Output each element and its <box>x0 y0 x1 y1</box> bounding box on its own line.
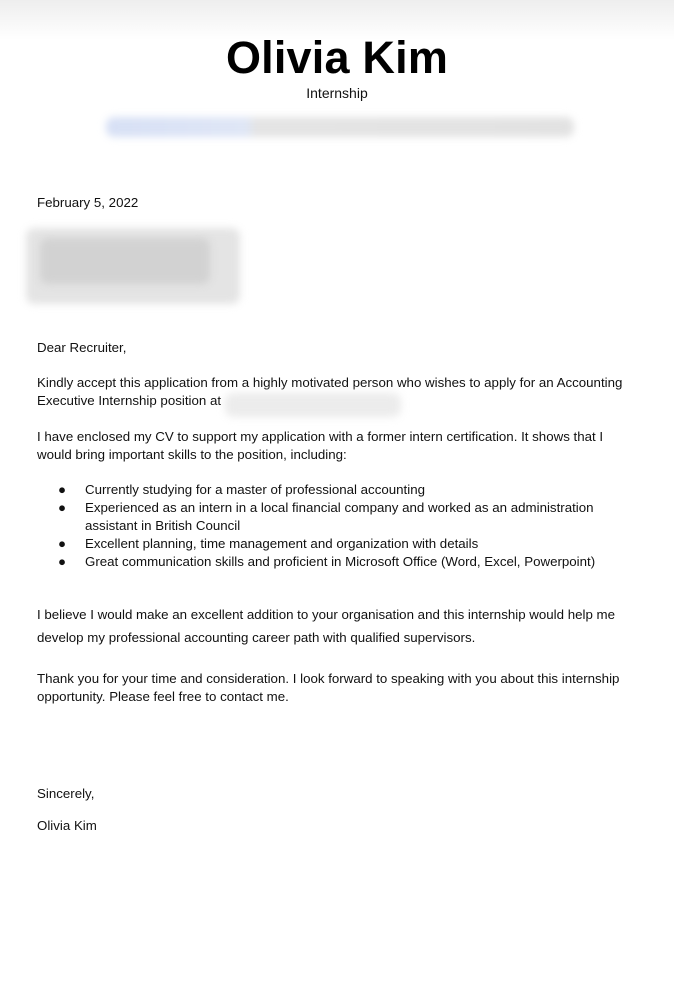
list-item <box>58 481 638 499</box>
skill-text: Great communication skills and proficient in Microsoft Office (Word, Excel, Powerpoint) <box>85 554 596 569</box>
paragraph-intro: Kindly accept this application from a highly motivated person who wishes to apply for an Accounting Executive Internship position at <box>37 375 623 408</box>
list-item <box>58 535 638 553</box>
redacted-contact-info <box>106 117 574 137</box>
closing: Sincerely, <box>37 786 95 801</box>
applicant-name: Olivia Kim <box>225 32 449 83</box>
bullet-icon: ● <box>58 482 67 497</box>
skill-text: Currently studying for a master of professional accounting <box>85 482 425 497</box>
bullet-icon: ● <box>58 554 67 569</box>
redacted-company-name <box>225 393 401 417</box>
signature-name: Olivia Kim <box>37 818 97 833</box>
redacted-recipient-address-text <box>40 238 210 284</box>
salutation: Dear Recruiter, <box>37 340 127 355</box>
bullet-icon: ● <box>58 536 67 551</box>
skills-list <box>58 481 638 571</box>
position-subtitle: Internship <box>306 85 368 101</box>
list-item <box>58 499 638 535</box>
bullet-icon: ● <box>58 500 67 515</box>
skill-text: Experienced as an intern in a local financial company and worked as an administration assistant in British Council <box>85 500 594 533</box>
list-item <box>58 553 638 571</box>
paragraph-thanks: Thank you for your time and consideration. I look forward to speaking with you about this internship opportunity. Please feel free to contact me. <box>37 671 620 704</box>
paragraph-addition: I believe I would make an excellent addition to your organisation and this internship would help me develop my professional accounting career path with qualified supervisors. <box>37 607 616 645</box>
skill-text: Excellent planning, time management and organization with details <box>85 536 479 551</box>
paragraph-skills-intro: I have enclosed my CV to support my application with a former intern certification. It shows that I would bring important skills to the position, including: <box>37 429 604 462</box>
letter-date: February 5, 2022 <box>37 195 139 210</box>
